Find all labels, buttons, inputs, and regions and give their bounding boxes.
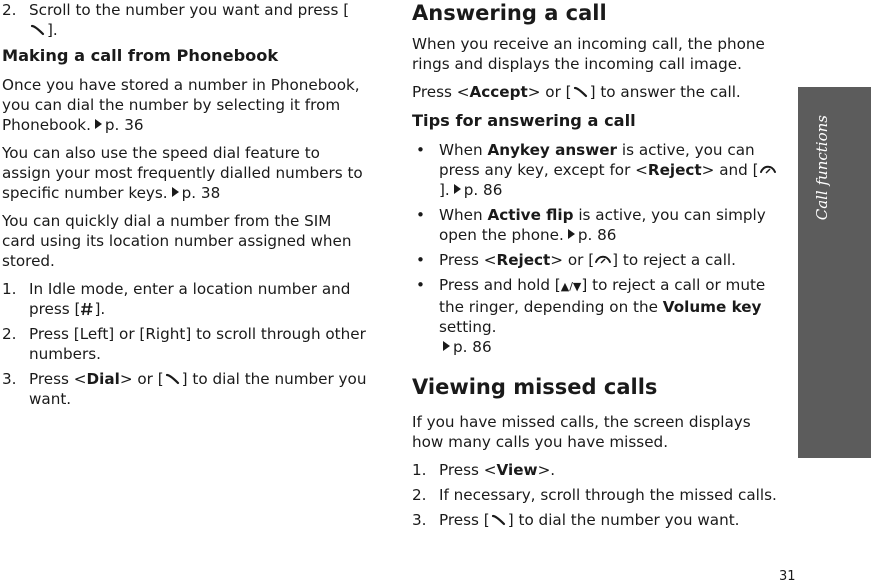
text: setting. xyxy=(439,318,497,336)
paragraph: You can quickly dial a number from the SIM card using its location number assigned when stored. xyxy=(2,212,352,270)
step-number: 3. xyxy=(412,511,427,529)
page-reference: p. 86 xyxy=(453,338,492,356)
steps-list xyxy=(2,279,367,409)
text: > or [ xyxy=(527,83,572,101)
key-name: Dial xyxy=(86,370,120,388)
arrow-right-icon xyxy=(568,229,575,239)
right-column xyxy=(412,0,782,535)
step-number: 2. xyxy=(2,325,17,343)
send-key-icon xyxy=(164,371,182,387)
section-title: Viewing missed calls xyxy=(412,375,658,399)
end-key-icon xyxy=(759,162,777,178)
list-item xyxy=(412,250,782,270)
list-item xyxy=(412,510,782,530)
setting-name: Volume key xyxy=(662,298,762,316)
step-text: In Idle mode, enter a location number and press [ xyxy=(29,280,351,318)
list-item xyxy=(2,279,367,319)
text: Press < xyxy=(439,251,497,269)
tips-list xyxy=(412,140,782,357)
text: > and [ xyxy=(701,161,759,179)
step-number: 2. xyxy=(2,1,17,19)
page-reference: p. 38 xyxy=(181,184,221,202)
send-key-icon xyxy=(29,22,47,38)
text: If necessary, scroll through the missed calls. xyxy=(439,486,777,504)
bullet: • xyxy=(416,141,425,159)
paragraph: If you have missed calls, the screen displays how many calls you have missed. xyxy=(412,413,751,451)
section-heading: Making a call from Phonebook xyxy=(2,46,279,65)
paragraph-text: You can also use the speed dial feature to assign your most frequently dialled numbers to specific number keys. xyxy=(2,144,363,202)
list-item xyxy=(2,324,367,364)
paragraph xyxy=(2,75,367,135)
list-item xyxy=(412,205,782,245)
step-text: Press < xyxy=(29,370,87,388)
text: ] to reject a call or mute the ringer, depending on the xyxy=(439,276,766,316)
step-number: 1. xyxy=(412,461,427,479)
key-name: Accept xyxy=(469,83,528,101)
list-item xyxy=(412,275,782,357)
list-item xyxy=(412,485,782,505)
key-name: View xyxy=(496,461,538,479)
chapter-title: Call functions xyxy=(813,115,831,221)
end-key-icon xyxy=(594,252,612,268)
paragraph: When you receive an incoming call, the phone rings and displays the incoming call image. xyxy=(412,35,765,73)
key-name: Reject xyxy=(647,161,702,179)
paragraph xyxy=(2,143,367,203)
bullet: • xyxy=(416,206,425,224)
step-text: > or [ xyxy=(119,370,164,388)
text: Press and hold [ xyxy=(439,276,561,294)
arrow-right-icon xyxy=(454,184,461,194)
text: > or [ xyxy=(550,251,595,269)
list-item xyxy=(412,460,782,480)
text: >. xyxy=(537,461,556,479)
step-text-end: ]. xyxy=(94,300,106,318)
bullet: • xyxy=(416,251,425,269)
text: is active, you can simply open the phone. xyxy=(439,206,766,244)
paragraph-text: Once you have stored a number in Phonebook, you can dial the number by selecting it from Phonebook. xyxy=(2,76,360,134)
step-number: 3. xyxy=(2,370,17,388)
hash-key-icon xyxy=(80,301,94,317)
send-key-icon xyxy=(572,84,590,100)
text: Press < xyxy=(412,83,470,101)
text: Press < xyxy=(439,461,497,479)
section-heading: Tips for answering a call xyxy=(412,111,636,130)
volume-keys-icon: ▲/▼ xyxy=(560,280,582,293)
step-number: 1. xyxy=(2,280,17,298)
setting-name: Active flip xyxy=(487,206,574,224)
left-column xyxy=(2,0,367,414)
page-reference: p. 86 xyxy=(463,181,503,199)
arrow-right-icon xyxy=(95,119,102,129)
step-text: Scroll to the number you want and press xyxy=(29,1,339,19)
chapter-side-tab xyxy=(798,87,871,458)
key-name: Reject xyxy=(496,251,551,269)
text: is active, you can press any key, except for < xyxy=(439,141,755,179)
page-number: 31 xyxy=(779,569,796,584)
page-reference: p. 36 xyxy=(104,116,144,134)
list-item xyxy=(412,140,782,200)
step-number: 2. xyxy=(412,486,427,504)
text: When xyxy=(439,206,488,224)
section-title: Answering a call xyxy=(412,1,607,25)
arrow-right-icon xyxy=(172,187,179,197)
list-item xyxy=(2,369,367,409)
text: ] to reject a call. xyxy=(612,251,736,269)
step-text-end: ] to dial the number you want. xyxy=(29,370,367,408)
bullet: • xyxy=(416,276,425,294)
paragraph xyxy=(412,82,782,102)
send-key-icon xyxy=(490,512,508,528)
step-text-end: ]. xyxy=(47,21,58,39)
text: Press [ xyxy=(439,511,490,529)
page-reference: p. 86 xyxy=(577,226,617,244)
list-item: 2. Scroll to the number you want and press []. xyxy=(2,1,350,39)
step-text: Press [Left] or [Right] to scroll through other numbers. xyxy=(29,325,366,363)
text: ]. xyxy=(439,181,450,199)
steps-list xyxy=(412,460,782,530)
setting-name: Anykey answer xyxy=(487,141,618,159)
arrow-right-icon xyxy=(443,341,450,351)
text: ] to dial the number you want. xyxy=(507,511,740,529)
text: ] to answer the call. xyxy=(589,83,741,101)
text: When xyxy=(439,141,488,159)
